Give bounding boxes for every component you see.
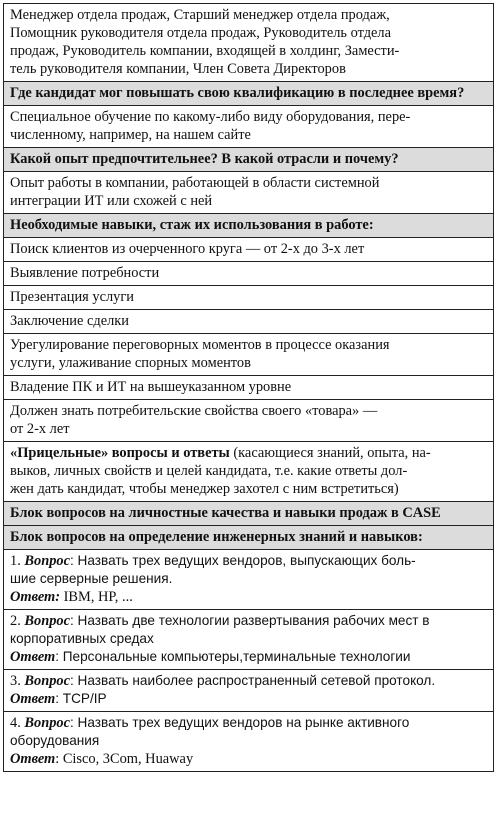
table-row: [4, 238, 494, 262]
question-number: 3.: [10, 673, 21, 689]
question-line: [10, 672, 487, 690]
table-row: [4, 148, 494, 172]
table-row: [4, 82, 494, 106]
cell-text-line: Выявление потребности: [10, 265, 160, 281]
table-cell: [4, 376, 494, 400]
aimed-questions-text: (касающиеся знаний, опыта, на-: [229, 445, 431, 461]
table-cell: [4, 286, 494, 310]
table-row: [4, 400, 494, 442]
question-text: : Назвать две технологии развертывания рабочих мест в: [69, 613, 430, 628]
cell-text-line: Владение ПК и ИТ на вышеуказанном уровне: [10, 379, 292, 395]
table-row: [4, 334, 494, 376]
section-heading: Блок вопросов на личностные качества и навыки продаж в CASE: [4, 502, 494, 526]
cell-text-line: численному, например, на нашем сайте: [10, 127, 251, 143]
question-text: : Назвать наиболее распространенный сетевой протокол.: [69, 673, 436, 688]
cell-text-line: Поиск клиентов из очерченного круга — от 2-х до 3-х лет: [10, 241, 365, 257]
table-cell: [4, 334, 494, 376]
table-cell: [4, 4, 494, 82]
table-cell: [4, 262, 494, 286]
cell-text-line: Должен знать потребительские свойства своего «товара» —: [10, 403, 378, 419]
table-row: [4, 172, 494, 214]
question-number: 2.: [10, 613, 21, 629]
cell-text-line: Менеджер отдела продаж, Старший менеджер отдела продаж,: [10, 7, 390, 23]
table-cell: [4, 172, 494, 214]
cell-text-line: [10, 444, 487, 462]
question-label: Вопрос: [24, 715, 70, 731]
question-answer-cell: [4, 550, 494, 610]
question-line: [10, 612, 487, 630]
table-cell: [4, 106, 494, 148]
cell-text-line: от 2-х лет: [10, 421, 70, 437]
table-cell: [4, 310, 494, 334]
table-row: [4, 286, 494, 310]
question-text: оборудования: [10, 733, 100, 748]
table-row: [4, 262, 494, 286]
table-row: [4, 526, 494, 550]
cell-text-line: тель руководителя компании, Член Совета Директоров: [10, 61, 346, 77]
answer-text: : TCP/IP: [55, 691, 107, 706]
question-answer-cell: [4, 670, 494, 712]
aimed-questions-title: «Прицельные» вопросы и ответы: [10, 445, 230, 461]
cell-text-line: Заключение сделки: [10, 313, 129, 329]
table-row: [4, 610, 494, 670]
table-cell: [4, 238, 494, 262]
table-row: [4, 670, 494, 712]
table-row: [4, 712, 494, 772]
question-label: Вопрос: [24, 553, 70, 569]
requirements-table: [3, 3, 494, 772]
table-row: [4, 376, 494, 400]
cell-text-line: интеграции ИТ или схожей с ней: [10, 193, 213, 209]
section-heading: Необходимые навыки, стаж их использования в работе:: [4, 214, 494, 238]
cell-text-line: Помощник руководителя отдела продаж, Руководитель отдела: [10, 25, 391, 41]
answer-line: [10, 690, 487, 708]
answer-text: IBM, HP, ...: [60, 589, 133, 605]
section-heading: Где кандидат мог повышать свою квалификацию в последнее время?: [4, 82, 494, 106]
table-cell: [4, 400, 494, 442]
section-heading: Какой опыт предпочтительнее? В какой отрасли и почему?: [4, 148, 494, 172]
cell-text-line: продаж, Руководитель компании, входящей в холдинг, Замести-: [10, 43, 400, 59]
question-label: Вопрос: [24, 673, 70, 689]
question-answer-cell: [4, 712, 494, 772]
question-label: Вопрос: [24, 613, 70, 629]
question-line: [10, 552, 487, 570]
question-text: шие серверные решения.: [10, 571, 173, 586]
cell-text-line: Специальное обучение по какому-либо виду оборудования, пере-: [10, 109, 411, 125]
question-number: 1.: [10, 553, 21, 569]
answer-line: [10, 750, 487, 768]
table-row: [4, 214, 494, 238]
question-line: [10, 714, 487, 732]
table-row: [4, 106, 494, 148]
cell-text-line: Опыт работы в компании, работающей в области системной: [10, 175, 380, 191]
table-row: [4, 310, 494, 334]
answer-text: : Cisco, 3Com, Huaway: [55, 751, 194, 767]
answer-label: Ответ: [10, 751, 56, 767]
answer-label: Ответ: [10, 649, 56, 665]
answer-line: [10, 648, 487, 666]
question-text: : Назвать трех ведущих вендоров на рынке активного: [69, 715, 410, 730]
question-number: 4.: [10, 715, 21, 731]
answer-line: [10, 588, 487, 606]
cell-text-line: выков, личных свойств и целей кандидата, т.е. какие ответы дол-: [10, 463, 408, 479]
table-row: [4, 4, 494, 82]
table-row: [4, 550, 494, 610]
cell-text-line: жен дать кандидат, чтобы менеджер захотел с ним встретиться): [10, 481, 399, 497]
table-row: [4, 442, 494, 502]
table-row: [4, 502, 494, 526]
question-text: : Назвать трех ведущих вендоров, выпускающих боль-: [69, 553, 416, 568]
aimed-questions-cell: [4, 442, 494, 502]
answer-label: Ответ: [10, 691, 56, 707]
answer-text: : Персональные компьютеры,терминальные технологии: [55, 649, 411, 664]
question-answer-cell: [4, 610, 494, 670]
question-text: корпоративных средах: [10, 631, 154, 646]
answer-label: Ответ:: [10, 589, 61, 605]
cell-text-line: Презентация услуги: [10, 289, 134, 305]
section-heading: Блок вопросов на определение инженерных знаний и навыков:: [4, 526, 494, 550]
cell-text-line: Урегулирование переговорных моментов в процессе оказания: [10, 337, 390, 353]
cell-text-line: услуги, улаживание спорных моментов: [10, 355, 251, 371]
